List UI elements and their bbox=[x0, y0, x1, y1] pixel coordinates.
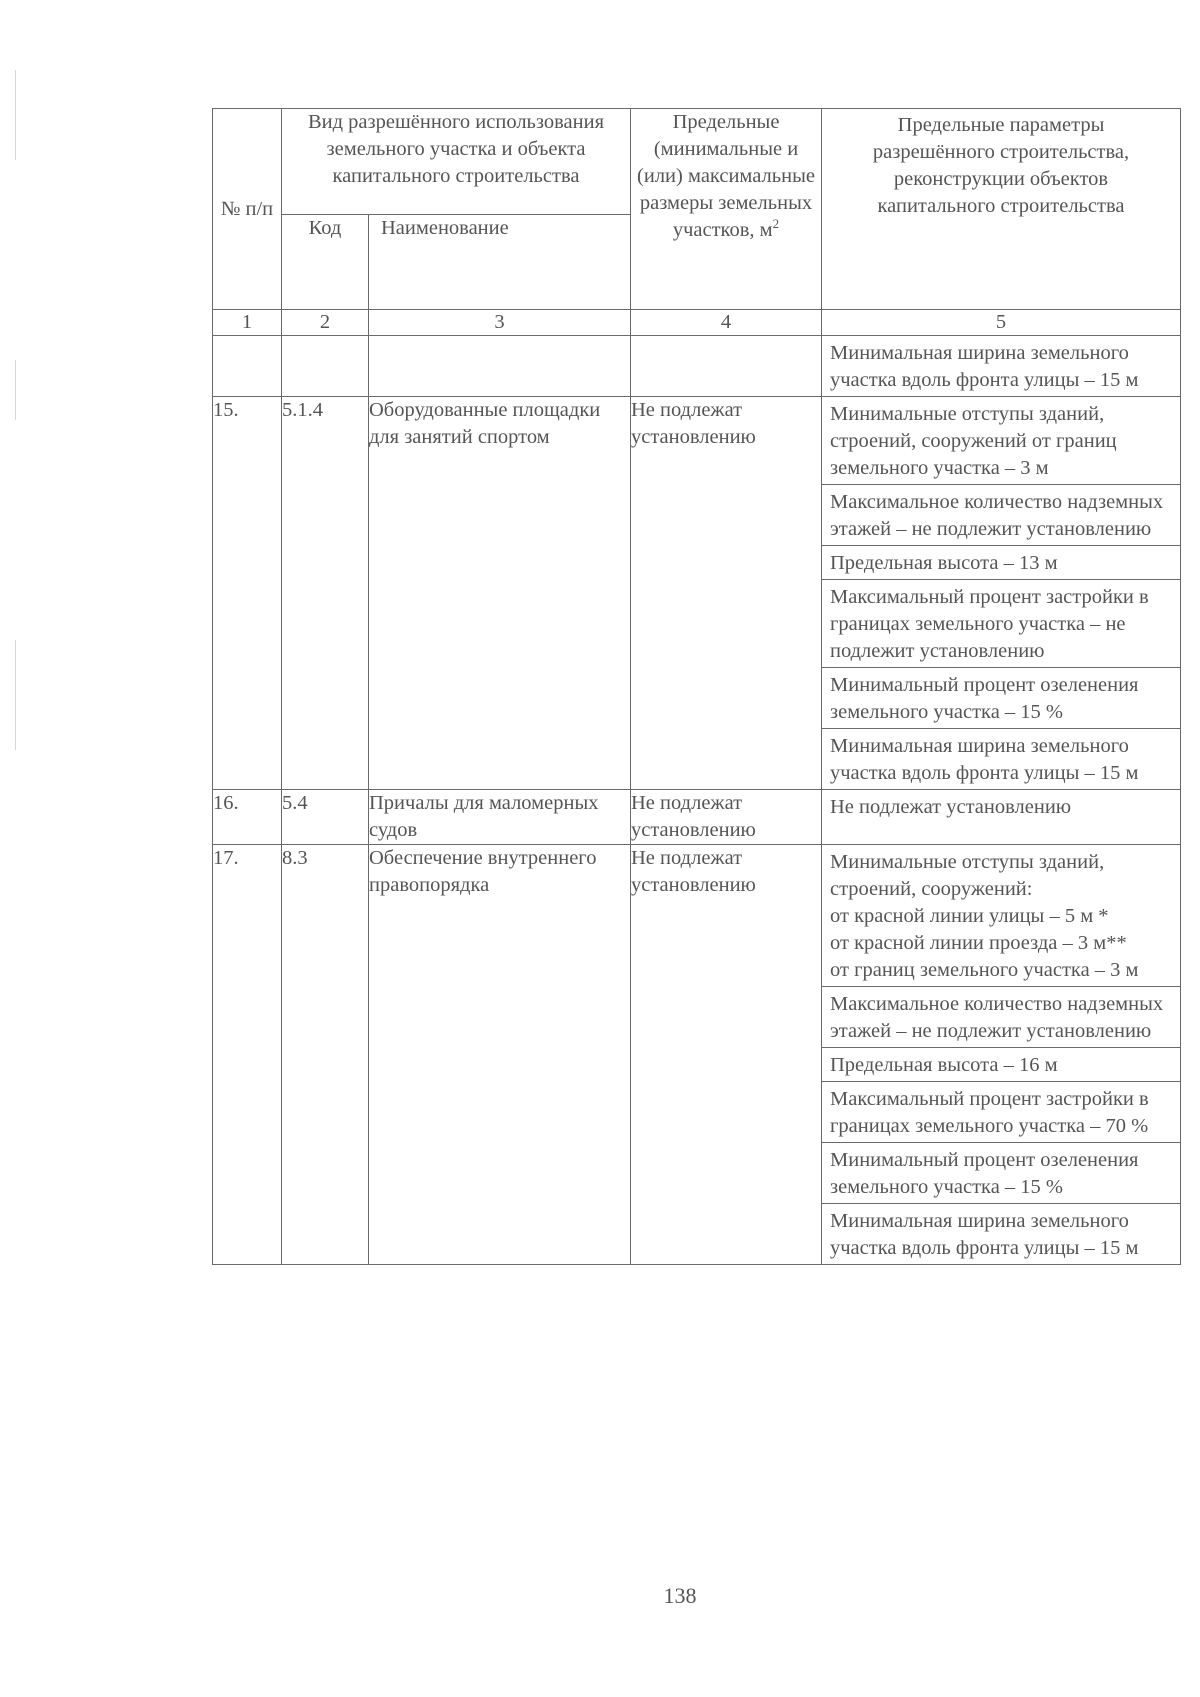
use-name: Причалы для маломерных судов bbox=[369, 790, 631, 845]
parameter-entry: Минимальный процент озеленения земельного участка – 15 % bbox=[822, 668, 1180, 729]
header-use-type-group: Вид разрешённого использования земельного участка и объекта капитального строительства bbox=[282, 109, 631, 215]
parameter-entry: Минимальные отступы зданий, строений, сооружений от границ земельного участка – 3 м bbox=[822, 397, 1180, 485]
parameter-entry bbox=[822, 845, 1180, 987]
parameters-cell bbox=[822, 397, 1181, 790]
parameter-entry: Предельная высота – 16 м bbox=[822, 1048, 1180, 1082]
parameter-entry: Максимальный процент застройки в границах земельного участка – не подлежит установлению bbox=[822, 580, 1180, 668]
parameter-entry: Максимальное количество надземных этажей – не подлежит установлению bbox=[822, 987, 1180, 1048]
table-row-17 bbox=[213, 845, 1181, 1265]
parameter-entry: Максимальное количество надземных этажей – не подлежит установлению bbox=[822, 485, 1180, 546]
header-code: Код bbox=[282, 214, 369, 309]
parameter-entry: Минимальная ширина земельного участка вдоль фронта улицы – 15 м bbox=[830, 342, 1139, 391]
plot-size: Не подлежат установлению bbox=[631, 397, 822, 790]
table-row-continuation bbox=[213, 336, 1181, 397]
column-number-row bbox=[213, 310, 1181, 336]
header-plot-size-text: Предельные (минимальные и (или) максимальные размеры земельных участков, м bbox=[637, 111, 815, 241]
empty-cell bbox=[282, 336, 369, 397]
scan-margin-mark bbox=[15, 640, 16, 750]
use-name: Обеспечение внутреннего правопорядка bbox=[369, 845, 631, 1265]
page-number: 138 bbox=[663, 1583, 697, 1608]
empty-cell bbox=[631, 336, 822, 397]
column-number: 3 bbox=[369, 310, 631, 336]
parameter-entry: Минимальный процент озеленения земельного участка – 15 % bbox=[822, 1143, 1180, 1204]
parameters-cell bbox=[822, 845, 1181, 1265]
column-number: 4 bbox=[631, 310, 822, 336]
header-parameters: Предельные параметры разрешённого строительства, реконструкции объектов капитального строительства bbox=[822, 109, 1181, 310]
parameters-cell bbox=[822, 790, 1181, 845]
empty-cell bbox=[213, 336, 282, 397]
parameter-line: от красной линии проезда – 3 м** bbox=[830, 932, 1127, 954]
table-row-15 bbox=[213, 397, 1181, 790]
table-header-row bbox=[213, 109, 1181, 215]
parameter-line: Минимальные отступы зданий, строений, сооружений: bbox=[830, 851, 1105, 900]
plot-size: Не подлежат установлению bbox=[631, 845, 822, 1265]
row-number: 16. bbox=[213, 790, 282, 845]
parameter-entry: Минимальная ширина земельного участка вдоль фронта улицы – 15 м bbox=[830, 1210, 1139, 1259]
header-plot-size-sup: 2 bbox=[772, 216, 780, 232]
column-number: 2 bbox=[282, 310, 369, 336]
row-number: 17. bbox=[213, 845, 282, 1265]
table-row-16 bbox=[213, 790, 1181, 845]
plot-size: Не подлежат установлению bbox=[631, 790, 822, 845]
row-number: 15. bbox=[213, 397, 282, 790]
parameter-entry: Минимальная ширина земельного участка вдоль фронта улицы – 15 м bbox=[830, 735, 1139, 784]
land-use-regulations-table bbox=[212, 108, 1181, 1265]
parameter-entry: Предельная высота – 13 м bbox=[822, 546, 1180, 580]
parameters-cell bbox=[822, 336, 1181, 397]
use-code: 5.4 bbox=[282, 790, 369, 845]
header-number: № п/п bbox=[213, 109, 282, 310]
column-number: 5 bbox=[822, 310, 1181, 336]
parameter-line: от красной линии улицы – 5 м * bbox=[830, 905, 1109, 927]
scan-margin-mark bbox=[15, 70, 16, 160]
parameter-entry: Не подлежат установлению bbox=[830, 796, 1072, 818]
column-number: 1 bbox=[213, 310, 282, 336]
parameter-entry: Максимальный процент застройки в границах земельного участка – 70 % bbox=[822, 1082, 1180, 1143]
use-code: 5.1.4 bbox=[282, 397, 369, 790]
use-code: 8.3 bbox=[282, 845, 369, 1265]
header-plot-size bbox=[631, 109, 822, 310]
header-name: Наименование bbox=[369, 214, 631, 309]
scan-margin-mark bbox=[15, 360, 16, 420]
parameter-line: от границ земельного участка – 3 м bbox=[830, 959, 1139, 981]
empty-cell bbox=[369, 336, 631, 397]
use-name: Оборудованные площадки для занятий спортом bbox=[369, 397, 631, 790]
